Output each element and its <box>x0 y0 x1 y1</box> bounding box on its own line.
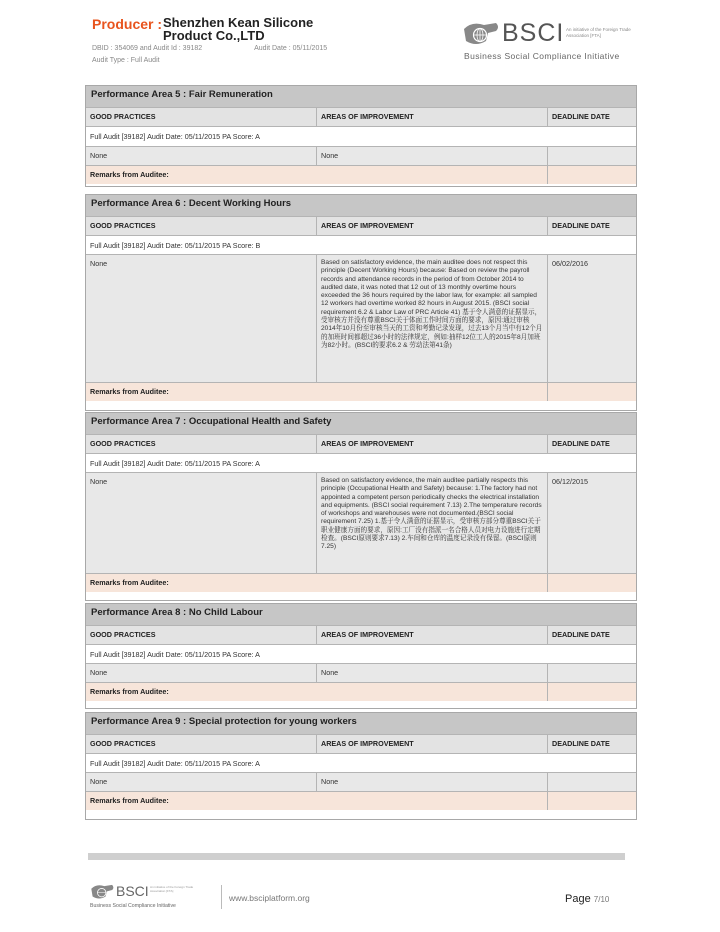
report-header <box>0 0 720 75</box>
findings-row <box>86 772 636 791</box>
good-practices-cell: None <box>86 773 317 791</box>
improvement-cell: None <box>317 773 548 791</box>
audit-score-text: Full Audit [39182] Audit Date: 05/11/2015 PA Score: A <box>90 132 260 141</box>
audit-type-text: Audit Type : Full Audit <box>92 57 160 64</box>
bsci-tagline: Business Social Compliance Initiative <box>90 903 176 909</box>
remarks-label: Remarks from Auditee: <box>86 383 548 401</box>
findings-row <box>86 146 636 165</box>
good-practices-cell: None <box>86 664 317 682</box>
platform-url-link[interactable]: www.bsciplatform.org <box>229 893 310 903</box>
col-areas-of-improvement: AREAS OF IMPROVEMENT <box>317 735 548 753</box>
improvement-cell: Based on satisfactory evidence, the main auditee partially respects this principle (Occupational Health and Safety) because: 1.The factory had not appointed a competent person periodically checks the electrical installation and equipments. (BSCI social requirement 7.13) 2.The temperature records of workshops and warehouses were not documented.(BSCI social requirement 7.25) 1.基于令人满意的证据显示，受审核方部分尊重BSCI关于职业健康方面的要求，原因:工厂没有指派一名合格人员对电力设施进行定期检查。(BSCI原则要求7.13) 2.车间和仓库的温度记录没有保留。(BSCI原则7.25) <box>317 473 548 573</box>
col-areas-of-improvement: AREAS OF IMPROVEMENT <box>317 217 548 235</box>
remarks-row <box>86 165 636 184</box>
col-good-practices: GOOD PRACTICES <box>86 735 317 753</box>
remarks-row <box>86 791 636 810</box>
good-practices-cell: None <box>86 147 317 165</box>
column-header-row <box>86 107 636 126</box>
remarks-value <box>548 792 636 810</box>
section-title: Performance Area 5 : Fair Remuneration <box>91 89 273 100</box>
section-title: Performance Area 7 : Occupational Health and Safety <box>91 416 332 427</box>
audit-score-text: Full Audit [39182] Audit Date: 05/11/2015 PA Score: A <box>90 650 260 659</box>
improvement-cell: None <box>317 147 548 165</box>
improvement-cell: None <box>317 664 548 682</box>
deadline-cell <box>548 147 636 165</box>
col-deadline-date: DEADLINE DATE <box>552 439 610 448</box>
fta-initiative-text: An initiative of the Foreign Trade Association [FTA] <box>150 885 194 893</box>
page-number <box>565 893 609 905</box>
col-deadline-date: DEADLINE DATE <box>552 112 610 121</box>
column-header-row <box>86 434 636 453</box>
good-practices-cell: None <box>86 255 317 382</box>
fta-initiative-text: An initiative of the Foreign Trade Association [FTA] <box>566 27 631 38</box>
remarks-label: Remarks from Auditee: <box>86 574 548 592</box>
bsci-hands-icon <box>90 882 116 902</box>
col-good-practices: GOOD PRACTICES <box>86 626 317 644</box>
audit-score-text: Full Audit [39182] Audit Date: 05/11/2015 PA Score: A <box>90 759 260 768</box>
performance-area-5 <box>85 85 637 187</box>
section-title-row <box>86 413 636 434</box>
improvement-cell: Based on satisfactory evidence, the main auditee does not respect this principle (Decent Working Hours) because: Based on review the payroll records and attendance records in the period of from October 2014 to audited date, it was noted that 12 out of 13 monthly overtime hours exceeded the 36 hours required by the labor law, for example: all sampled 12 workers had overtime worked 82 hours in August 2015. (BSCI social requirement 6.2 & Labor Law of PRC Article 41) 基于令人满意的证据显示，受审核方并没有尊重BSCI关于体面工作时间方面的要求，原因:通过审核2014年10月份至审核当天的工资和考勤记录发现，过去13个月当中有12个月的加班时间都超过36小时的法律规定，例如:抽样12位工人的2015年8月加班为82小时。(BSCI的要求6.2 & 劳动法第41条) <box>317 255 548 382</box>
bsci-tagline: Business Social Compliance Initiative <box>464 51 620 61</box>
bsci-logo <box>462 17 637 63</box>
footer-divider-bar <box>88 853 625 860</box>
col-areas-of-improvement: AREAS OF IMPROVEMENT <box>317 626 548 644</box>
col-good-practices: GOOD PRACTICES <box>86 108 317 126</box>
deadline-cell: 06/12/2015 <box>552 477 588 486</box>
column-header-row <box>86 216 636 235</box>
remarks-row <box>86 682 636 701</box>
footer-separator <box>221 885 222 909</box>
section-title-row <box>86 86 636 107</box>
col-areas-of-improvement: AREAS OF IMPROVEMENT <box>317 108 548 126</box>
score-row <box>86 453 636 472</box>
performance-area-8 <box>85 603 637 709</box>
remarks-label: Remarks from Auditee: <box>86 792 548 810</box>
score-row <box>86 126 636 146</box>
remarks-row <box>86 382 636 401</box>
bsci-hands-icon <box>462 19 502 49</box>
score-row <box>86 644 636 663</box>
producer-label: Producer : <box>92 16 163 32</box>
bsci-wordmark: BSCI <box>502 19 565 47</box>
remarks-value <box>548 683 636 701</box>
column-header-row <box>86 625 636 644</box>
score-row <box>86 753 636 772</box>
footer-bsci-logo <box>90 882 210 912</box>
bsci-wordmark: BSCI <box>116 883 149 899</box>
remarks-value <box>548 383 636 401</box>
deadline-cell: 06/02/2016 <box>552 259 588 268</box>
remarks-label: Remarks from Auditee: <box>86 683 548 701</box>
remarks-label: Remarks from Auditee: <box>86 166 548 184</box>
remarks-value <box>548 166 636 184</box>
col-areas-of-improvement: AREAS OF IMPROVEMENT <box>317 435 548 453</box>
section-title-row <box>86 604 636 625</box>
col-deadline-date: DEADLINE DATE <box>552 630 610 639</box>
deadline-cell <box>548 664 636 682</box>
audit-ids <box>92 45 327 52</box>
remarks-row <box>86 573 636 592</box>
page-count: 7/10 <box>593 895 610 904</box>
findings-row <box>86 254 636 382</box>
performance-area-6 <box>85 194 637 411</box>
findings-row <box>86 472 636 573</box>
good-practices-cell: None <box>86 473 317 573</box>
section-title: Performance Area 8 : No Child Labour <box>91 607 263 618</box>
audit-date-text: Audit Date : 05/11/2015 <box>254 45 328 52</box>
page-label: Page <box>565 893 591 905</box>
col-deadline-date: DEADLINE DATE <box>552 739 610 748</box>
performance-area-9 <box>85 712 637 820</box>
audit-score-text: Full Audit [39182] Audit Date: 05/11/2015 PA Score: A <box>90 459 260 468</box>
section-title: Performance Area 6 : Decent Working Hours <box>91 198 292 209</box>
section-title: Performance Area 9 : Special protection for young workers <box>91 716 357 727</box>
remarks-value <box>548 574 636 592</box>
col-good-practices: GOOD PRACTICES <box>86 435 317 453</box>
col-deadline-date: DEADLINE DATE <box>552 221 610 230</box>
dbid-text: DBID : 354069 and Audit Id : 39182 <box>92 45 203 52</box>
col-good-practices: GOOD PRACTICES <box>86 217 317 235</box>
findings-row <box>86 663 636 682</box>
performance-area-7 <box>85 412 637 601</box>
section-title-row <box>86 195 636 216</box>
producer-name: Shenzhen Kean Silicone Product Co.,LTD <box>163 15 314 43</box>
column-header-row <box>86 734 636 753</box>
deadline-cell <box>548 773 636 791</box>
score-row <box>86 235 636 254</box>
section-title-row <box>86 713 636 734</box>
audit-score-text: Full Audit [39182] Audit Date: 05/11/2015 PA Score: B <box>90 241 261 250</box>
